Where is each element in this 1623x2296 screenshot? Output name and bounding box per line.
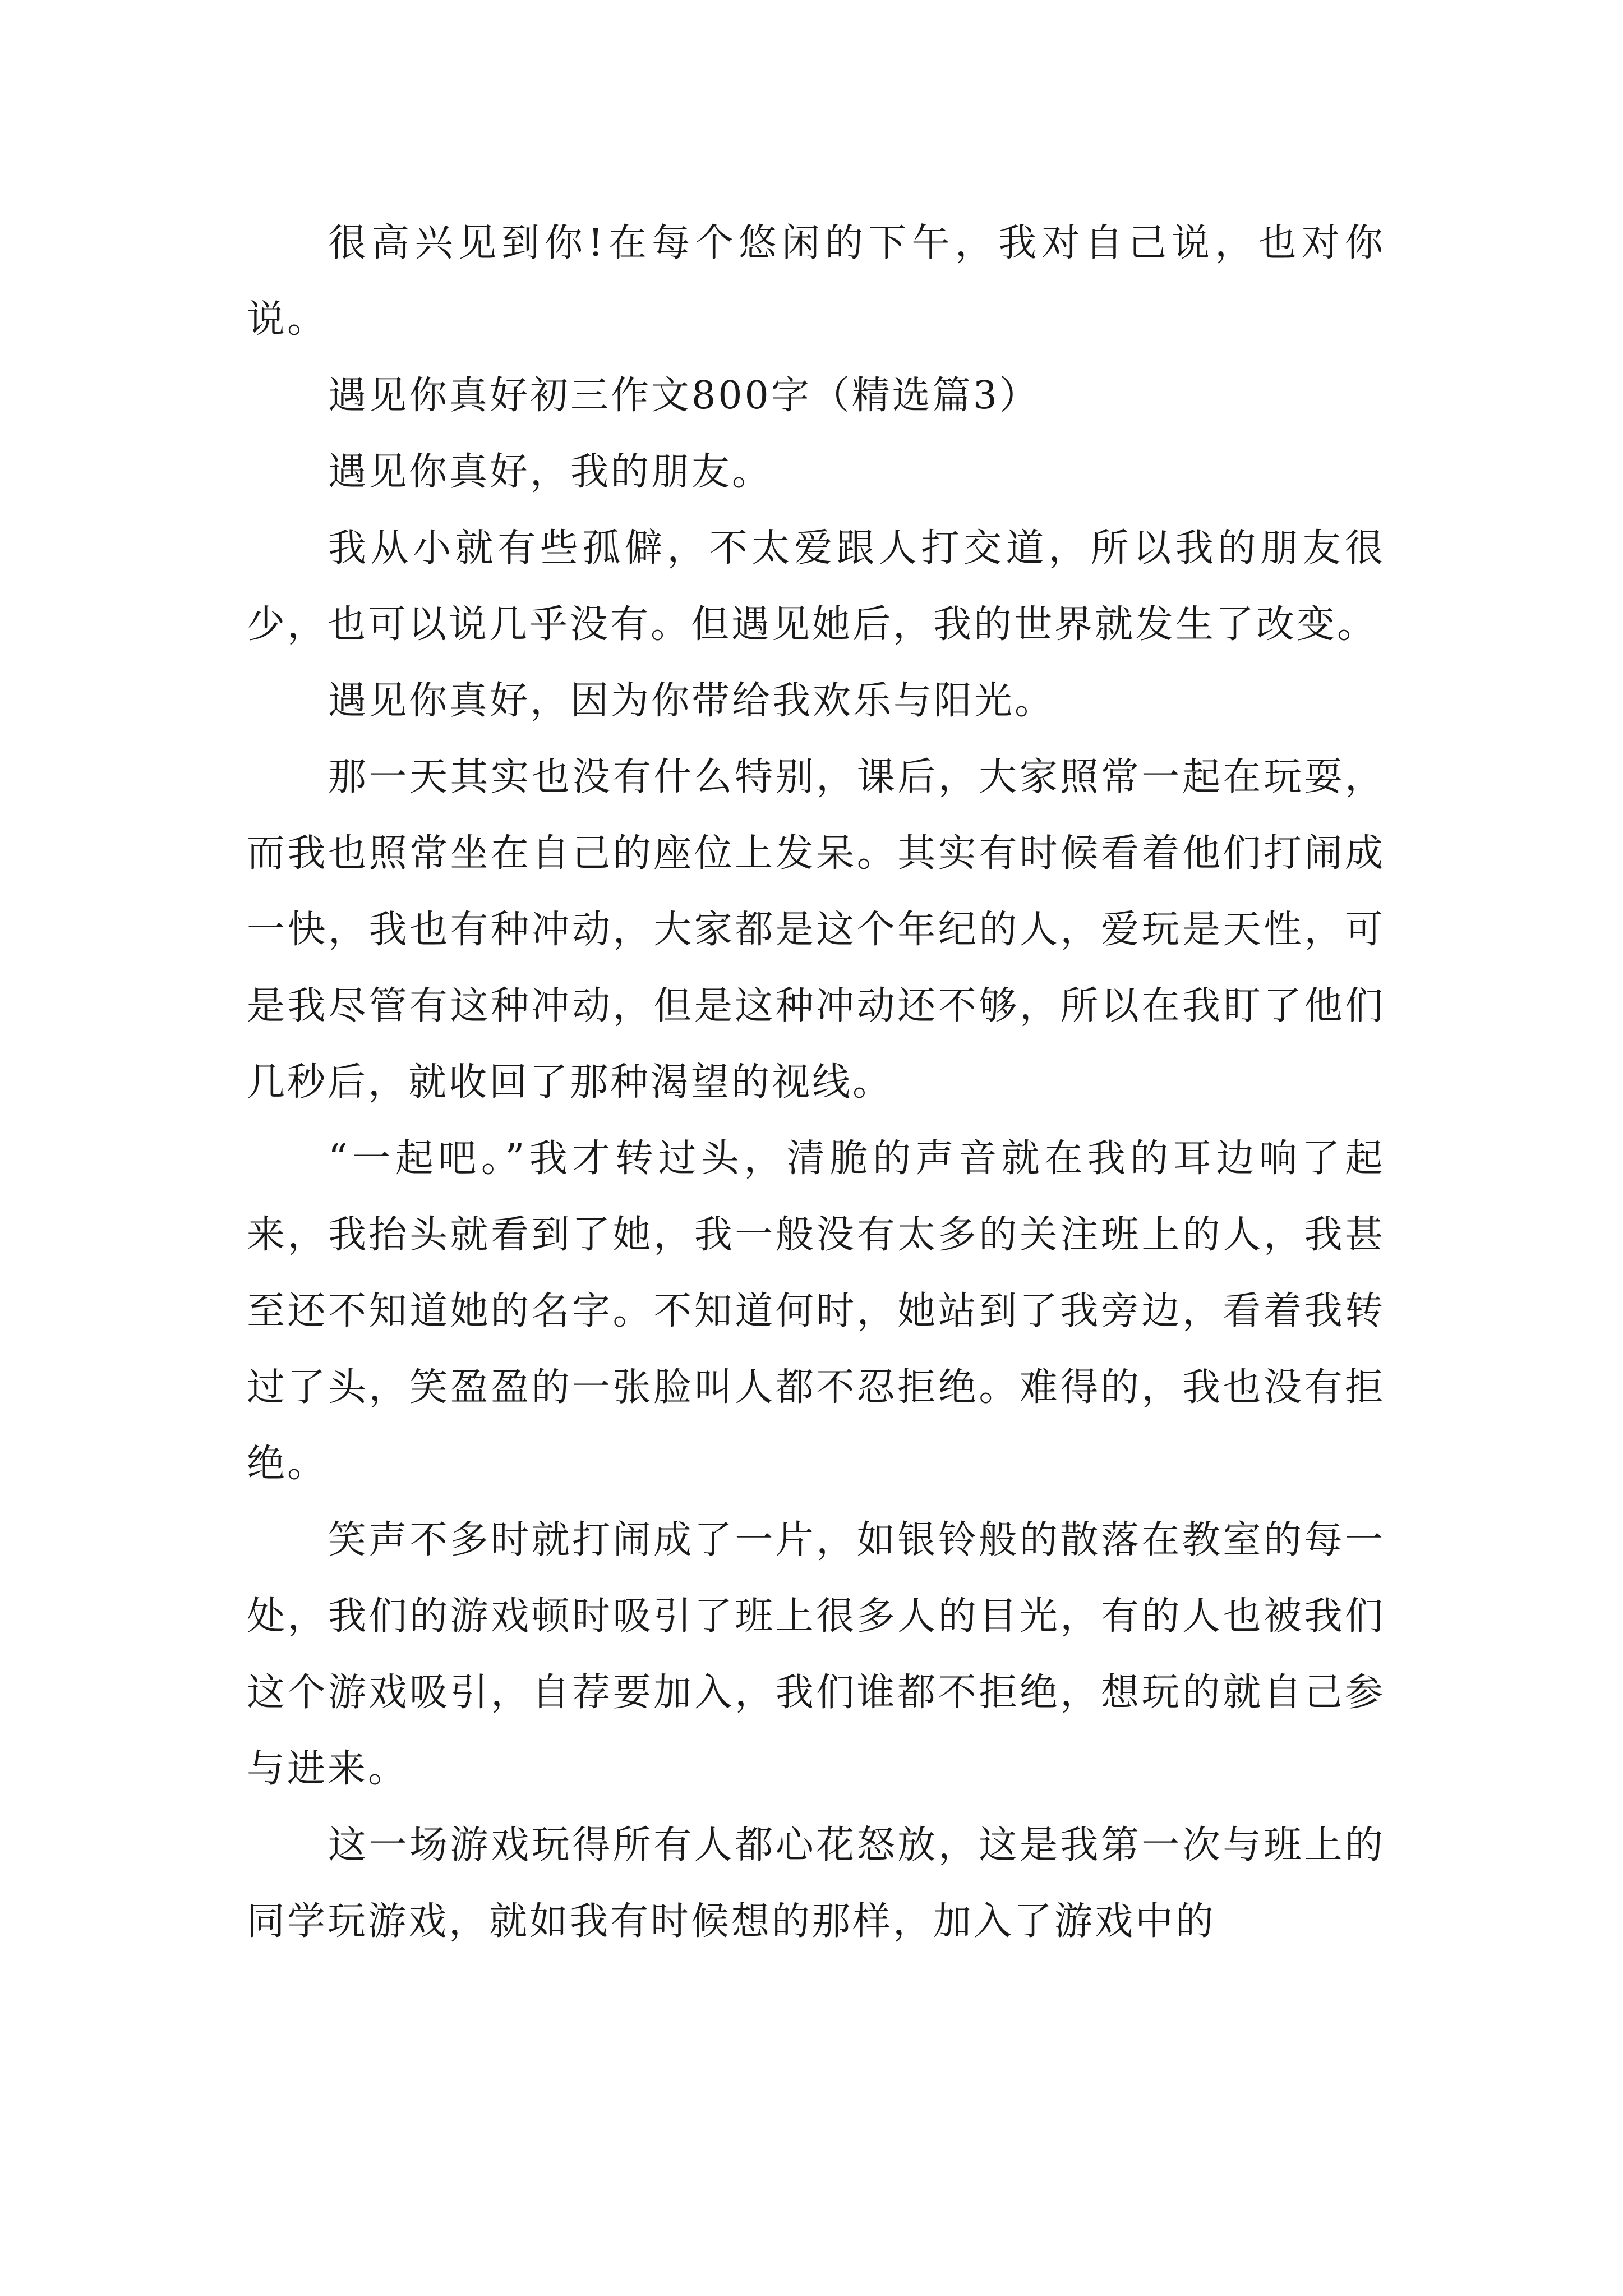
paragraph: 这一场游戏玩得所有人都心花怒放，这是我第一次与班上的同学玩游戏，就如我有时候想的那样，加入了游戏中的 [247,1823,1385,1944]
paragraph: 很高兴见到你!在每个悠闲的下午，我对自己说，也对你说。 [247,221,1385,342]
paragraph: 那一天其实也没有什么特别，课后，大家照常一起在玩耍，而我也照常坐在自己的座位上发呆。其实有时候看着他们打闹成一快，我也有种冲动，大家都是这个年纪的人，爱玩是天性，可是我尽管有这种冲动，但是这种冲动还不够，所以在我盯了他们几秒后，就收回了那种渴望的视线。 [247,755,1385,1105]
paragraph: “一起吧。”我才转过头，清脆的声音就在我的耳边响了起来，我抬头就看到了她，我一般没有太多的关注班上的人，我甚至还不知道她的名字。不知道何时，她站到了我旁边，看着我转过了头，笑盈盈的一张脸叫人都不忍拒绝。难得的，我也没有拒绝。 [247,1137,1385,1486]
paragraph: 遇见你真好，我的朋友。 [328,450,773,494]
paragraph: 笑声不多时就打闹成了一片，如银铃般的散落在教室的每一处，我们的游戏顿时吸引了班上很多人的目光，有的人也被我们这个游戏吸引，自荐要加入，我们谁都不拒绝，想玩的就自己参与进来。 [247,1518,1385,1791]
paragraph: 遇见你真好，因为你带给我欢乐与阳光。 [328,679,1055,723]
essay-body [247,205,1385,1960]
essay-title: 遇见你真好初三作文800字（精选篇3） [328,374,1040,418]
paragraph: 我从小就有些孤僻，不太爱跟人打交道，所以我的朋友很少，也可以说几乎没有。但遇见她后，我的世界就发生了改变。 [247,526,1385,647]
